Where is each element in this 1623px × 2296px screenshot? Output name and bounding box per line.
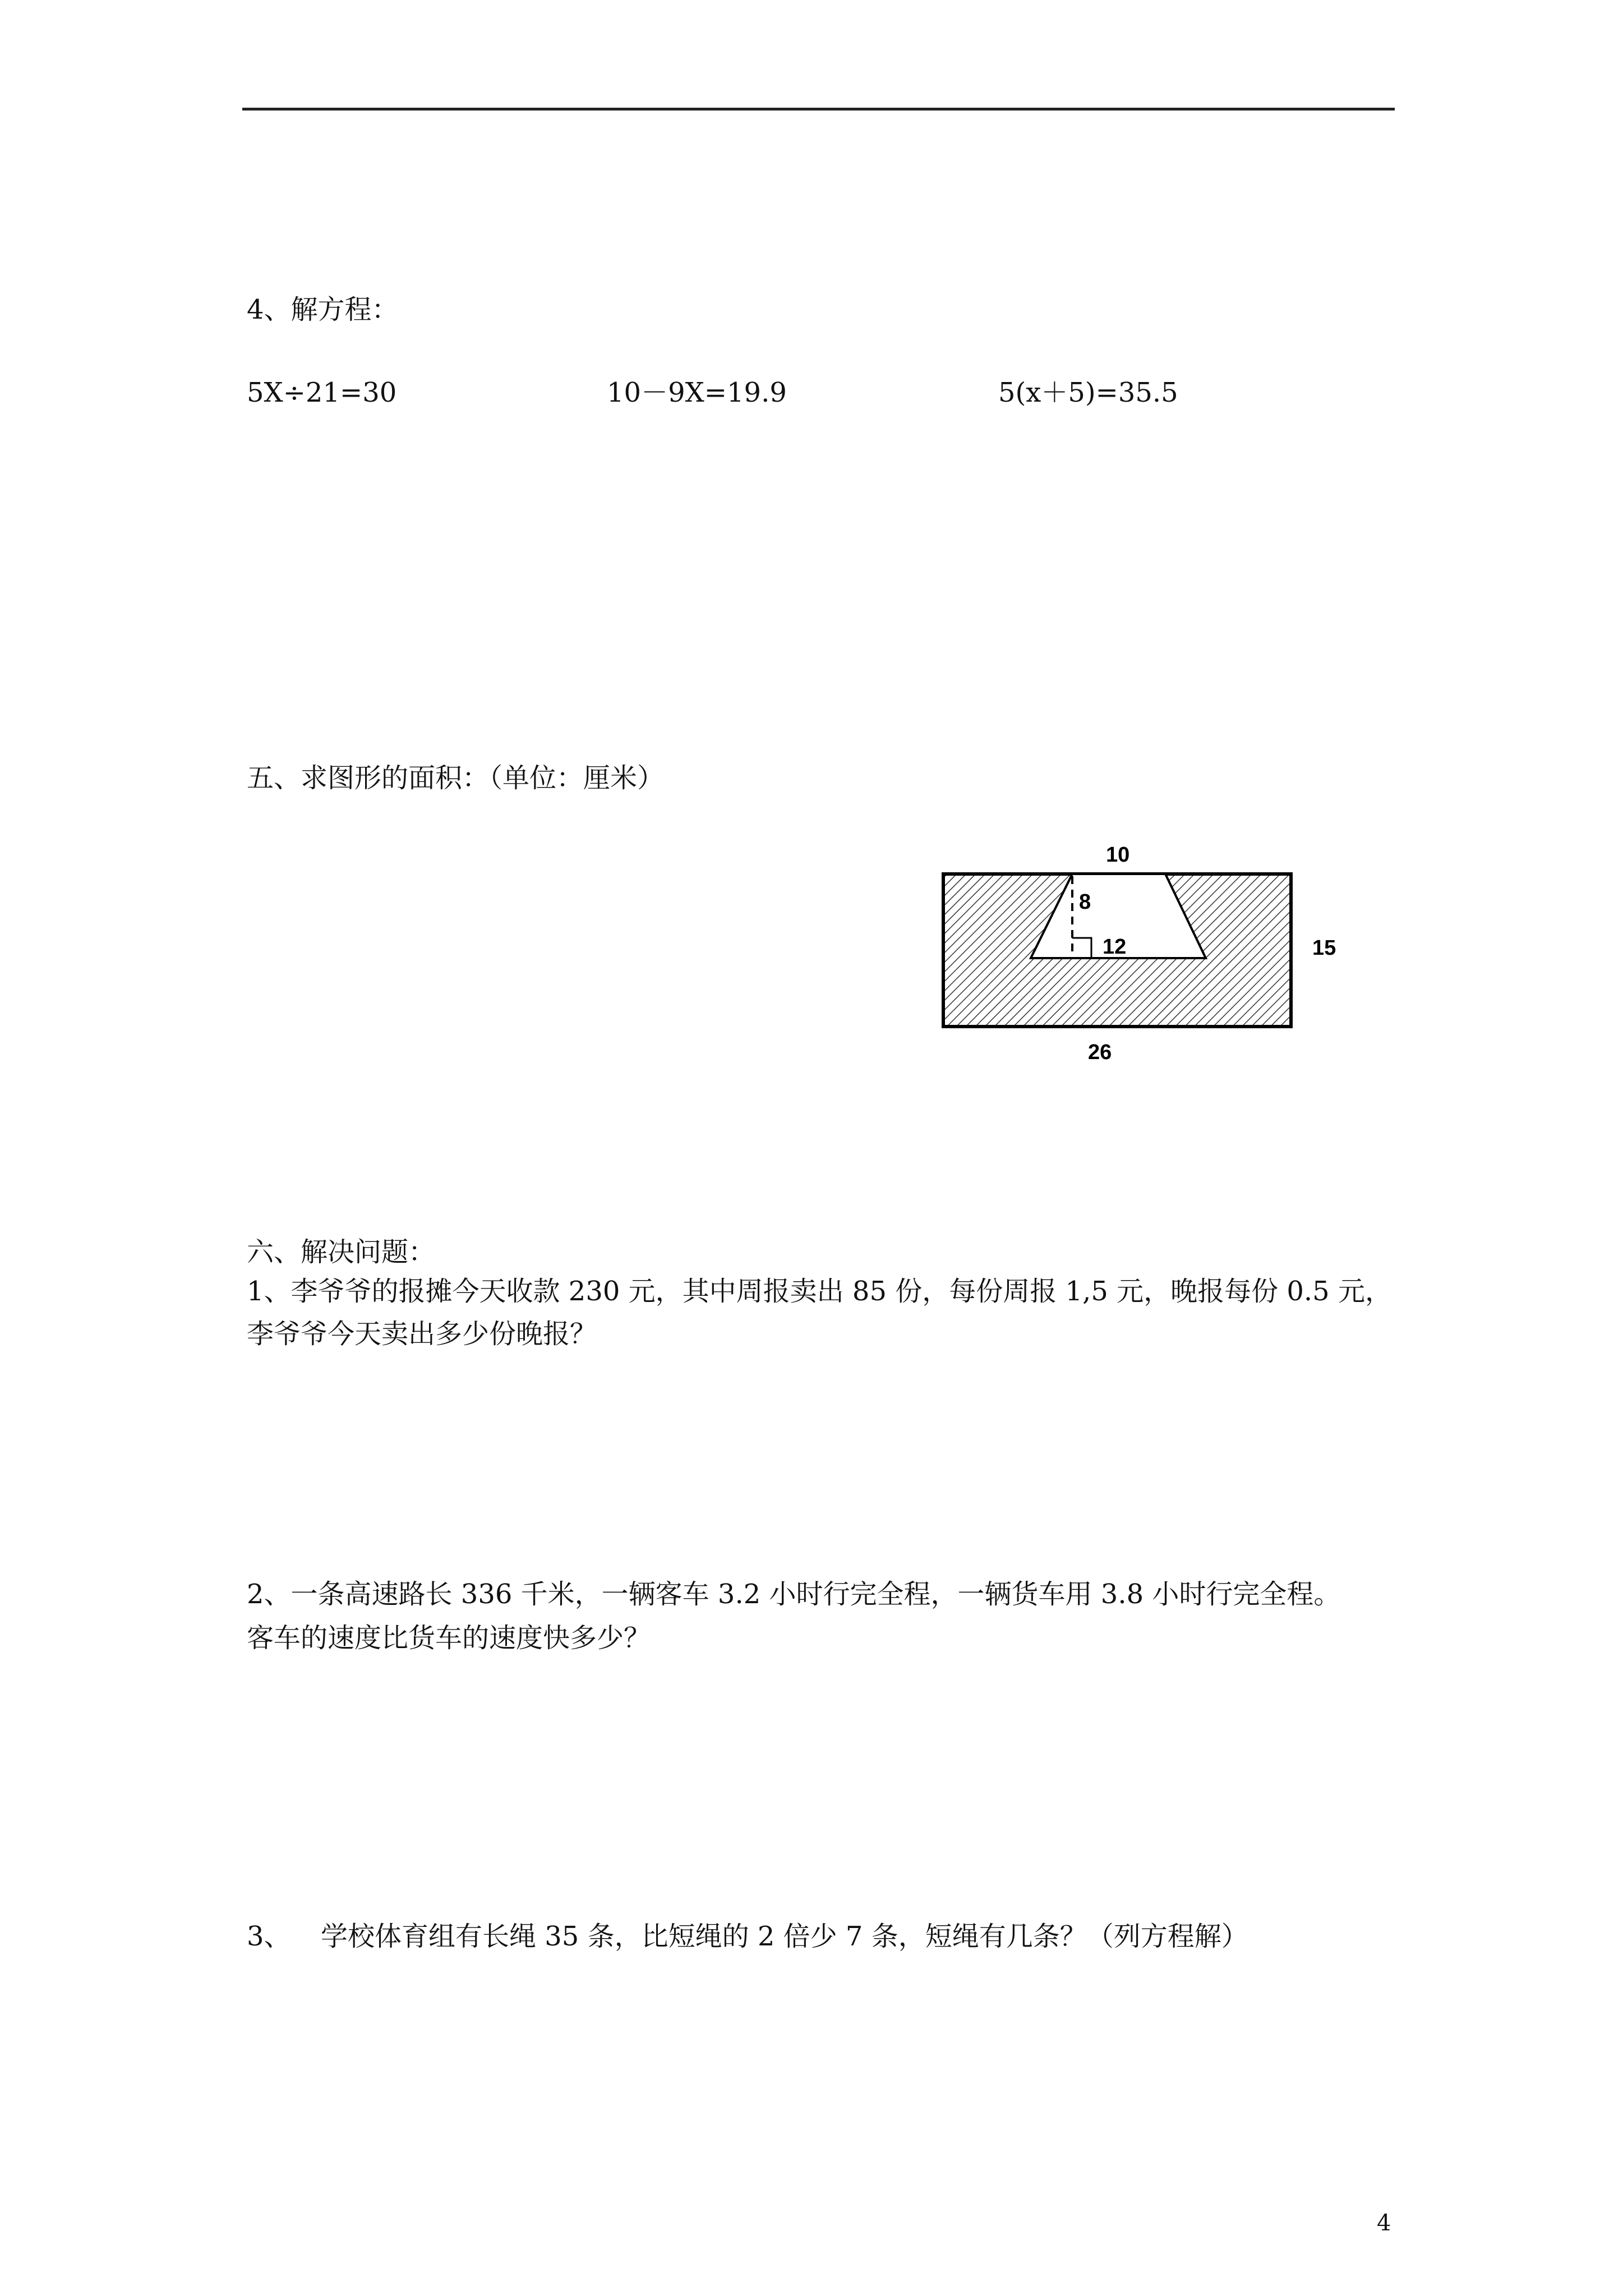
question-3-text: 学校体育组有长绳 35 条，比短绳的 2 倍少 7 条，短绳有几条？（列方程解）: [321, 1921, 1248, 1952]
label-height: 8: [1079, 890, 1091, 914]
page-number: 4: [1377, 2210, 1391, 2236]
label-top: 10: [1106, 843, 1130, 867]
question-2-line-2: 客车的速度比货车的速度快多少？: [247, 1622, 651, 1654]
question-2-line-1: 2、一条高速路长 336 千米，一辆客车 3.2 小时行完全程，一辆货车用 3.8 小时行完全程。: [247, 1579, 1341, 1610]
equation-1: 5X÷21=30: [247, 377, 397, 408]
label-side: 15: [1312, 936, 1336, 960]
label-base: 12: [1103, 935, 1127, 959]
section5-heading: 五、求图形的面积：（单位：厘米）: [247, 762, 665, 794]
question-1-line-1: 1、李爷爷的报摊今天收款 230 元，其中周报卖出 85 份，每份周报 1,5 元，晚报每份 0.5 元，: [247, 1276, 1392, 1307]
question-1-line-2: 李爷爷今天卖出多少份晚报？: [247, 1318, 597, 1350]
section4-heading: 4、解方程：: [247, 294, 399, 325]
equation-3: 5(x＋5)=35.5: [998, 377, 1178, 408]
question-3-number: 3、: [247, 1921, 291, 1952]
section6-heading: 六、解决问题：: [247, 1236, 436, 1268]
header-rule: [242, 108, 1395, 111]
area-figure: [920, 825, 1363, 1071]
equation-2: 10－9X=19.9: [607, 377, 787, 408]
label-bottom: 26: [1088, 1041, 1112, 1064]
